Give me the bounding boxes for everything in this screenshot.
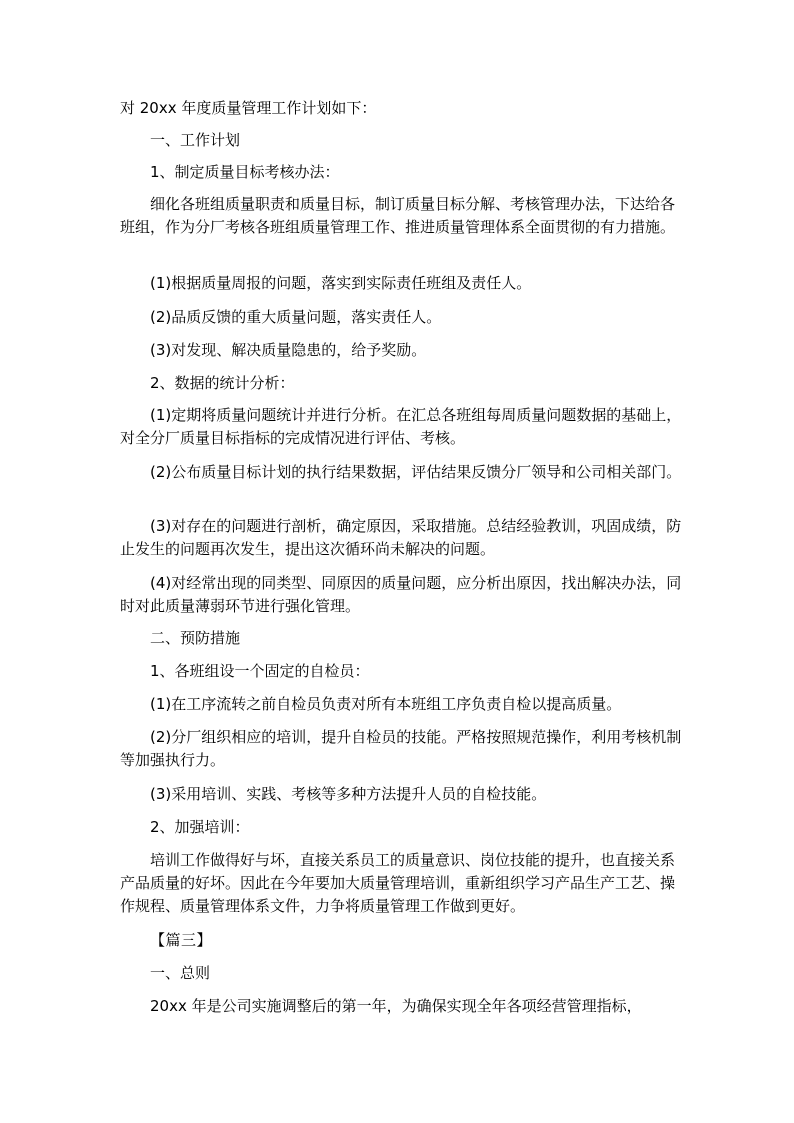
intro-line: 对 20xx 年度质量管理工作计划如下：	[120, 99, 377, 117]
paragraph-general-intro: 20xx 年是公司实施调整后的第一年，为确保实现全年各项经营管理指标，	[150, 997, 642, 1015]
paragraph-quality-responsibility: 细化各班组质量职责和质量目标，制订质量目标分解、考核管理办法，下达给各班组，作为分厂考核各班组质量管理工作、推进质量管理体系全面贯彻的有力措施。	[120, 195, 676, 236]
list-item-weekly-report: (1)根据质量周报的问题，落实到实际责任班组及责任人。	[150, 274, 532, 292]
subheading-data-analysis: 2、数据的统计分析：	[150, 374, 295, 392]
section-heading-work-plan: 一、工作计划	[150, 131, 241, 149]
paragraph-training-details: 培训工作做得好与坏，直接关系员工的质量意识、岗位技能的提升，也直接关系产品质量的好坏。因此在今年要加大质量管理培训，重新组织学习产品生产工艺、操作规程、质量管理体系文件，力争将质量管理工作做到更好。	[120, 851, 676, 915]
list-item-periodic-analysis: (1)定期将质量问题统计并进行分析。在汇总各班组每周质量问题数据的基础上，对全分厂质量目标指标的完成情况进行评估、考核。	[120, 406, 682, 447]
list-item-self-inspection: (1)在工序流转之前自检员负责对所有本班组工序负责自检以提高质量。	[150, 695, 622, 713]
list-item-feedback: (2)品质反馈的重大质量问题，落实责任人。	[150, 308, 442, 326]
subheading-self-inspector: 1、各班组设一个固定的自检员：	[150, 662, 370, 680]
list-item-training-skills: (2)分厂组织相应的培训，提升自检员的技能。严格按照规范操作，利用考核机制等加强执行力。	[120, 728, 682, 769]
list-item-publish-results: (2)公布质量目标计划的执行结果数据，评估结果反馈分厂领导和公司相关部门。	[150, 463, 682, 481]
list-item-training-methods: (3)采用培训、实践、考核等多种方法提升人员的自检技能。	[150, 785, 547, 803]
section-heading-general: 一、总则	[150, 964, 211, 982]
list-item-reward: (3)对发现、解决质量隐患的，给予奖励。	[150, 341, 427, 359]
subheading-strengthen-training: 2、加强培训：	[150, 818, 250, 836]
list-item-recurring-issues: (4)对经常出现的同类型、同原因的质量问题，应分析出原因，找出解决办法，同时对此质量薄弱环节进行强化管理。	[120, 574, 682, 615]
section-title-part-three: 【篇三】	[150, 931, 213, 949]
list-item-problem-analysis: (3)对存在的问题进行剖析，确定原因，采取措施。总结经验教训，巩固成绩，防止发生的问题再次发生，提出这次循环尚未解决的问题。	[120, 517, 682, 558]
section-heading-prevention: 二、预防措施	[150, 629, 241, 647]
subheading-quality-target: 1、制定质量目标考核办法：	[150, 163, 340, 181]
